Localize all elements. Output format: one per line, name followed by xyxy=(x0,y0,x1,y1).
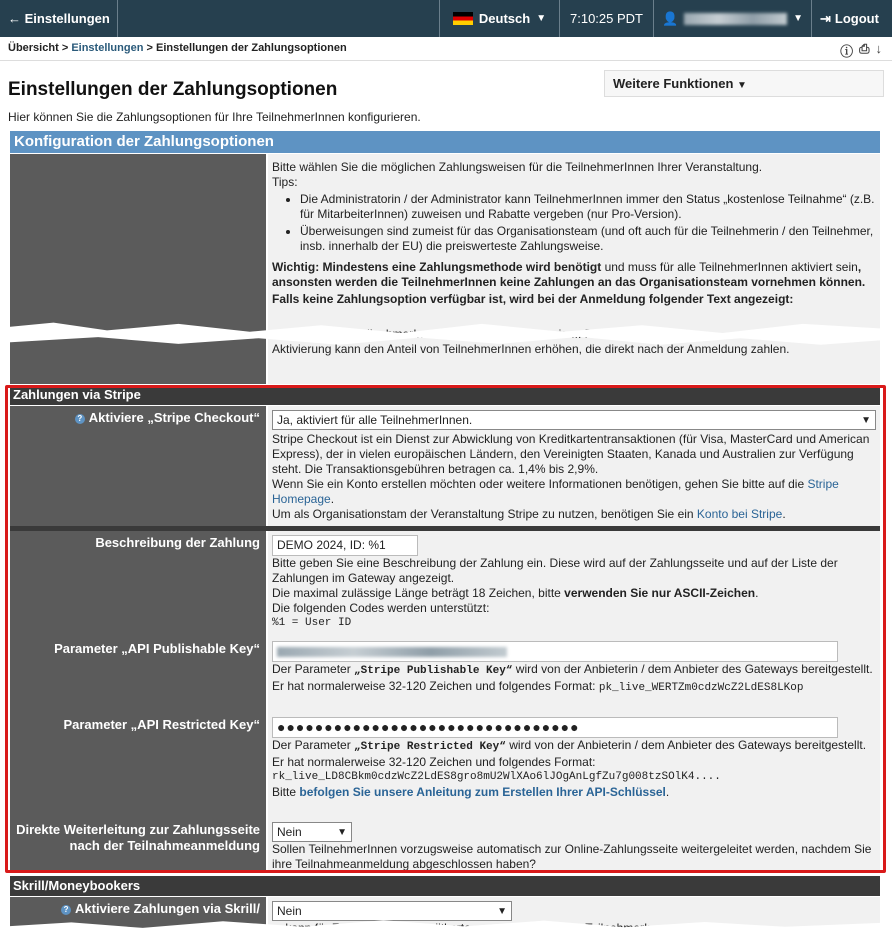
chevron-down-icon: ▼ xyxy=(793,13,803,24)
breadcrumb-separator: > xyxy=(61,42,69,54)
more-functions-label: Weitere Funktionen xyxy=(613,76,734,91)
help-icon[interactable]: ? xyxy=(75,414,85,424)
help-icon[interactable]: ? xyxy=(61,905,71,915)
redirect-help: Sollen TeilnehmerInnen vorzugsweise automatisch zur Online-Zahlungsseite weitergeleitet werden, nachdem Sie ihre Teilnahmeanmeldung abgeschlossen haben? xyxy=(272,842,872,871)
language-selector[interactable] xyxy=(440,0,560,37)
restricted-key-help-1 xyxy=(272,738,876,755)
restricted-key-help-3: Bitte befolgen Sie unsere Anleitung zum Erstellen Ihrer API-Schlüssel. xyxy=(272,785,670,799)
chevron-down-icon: ▼ xyxy=(861,414,871,426)
german-flag-icon xyxy=(453,12,473,25)
redirect-label: Direkte Weiterleitung zur Zahlungsseite nach der Teilnahmeanmeldung xyxy=(10,818,268,872)
important-bold2: , ansonsten werden die TeilnehmerInnen keine Zahlungen an das Organisationsteam vornehmen können. xyxy=(272,260,866,289)
chevron-down-icon: ▼ xyxy=(497,905,507,917)
payment-description-help-3: Die folgenden Codes werden unterstützt: xyxy=(272,601,490,615)
back-label: Einstellungen xyxy=(24,11,110,26)
important-note xyxy=(272,260,876,290)
skrill-activate-select[interactable] xyxy=(272,901,512,921)
logout-icon: ⇥ xyxy=(820,10,831,26)
config-header: Konfiguration der Zahlungsoptionen xyxy=(10,131,880,153)
breadcrumb-settings[interactable]: Einstellungen xyxy=(71,42,144,54)
tips-list xyxy=(300,192,876,254)
logout-label: Logout xyxy=(834,11,879,26)
pub-help-text: Der Parameter xyxy=(272,662,355,676)
print-icon[interactable]: ⎙ xyxy=(859,41,870,56)
breadcrumb-current: Einstellungen der Zahlungsoptionen xyxy=(156,42,347,54)
stripe-homepage-link[interactable]: Stripe Homepage xyxy=(272,477,839,506)
publishable-key-help-2 xyxy=(272,679,876,696)
download-icon[interactable]: ↓ xyxy=(875,41,882,56)
stripe-desc-1: Stripe Checkout ist ein Dienst zur Abwicklung von Kreditkartentransaktionen (für Visa, MasterCard und American Express), der in vielen europäischen Ländern, den Vereinigten Staaten, Kanada und Australien zur Verfügung steht. Die Transaktionsgebühren betragen ca. 1,4% bis 2,9%. xyxy=(272,432,870,476)
stripe-desc-2-text: Wenn Sie ein Konto erstellen möchten oder weitere Informationen benötigen, gehen Sie bitte auf die xyxy=(272,477,805,491)
restricted-key-help-2: Er hat normalerweise 32-120 Zeichen und folgendes Format: xyxy=(272,755,596,769)
publishable-key-label: Parameter „API Publishable Key“ xyxy=(10,637,268,713)
payment-description-input[interactable]: DEMO 2024, ID: %1 xyxy=(272,535,418,556)
breadcrumb-tools xyxy=(840,41,882,60)
api-key-guide-link[interactable]: befolgen Sie unsere Anleitung zum Erstellen Ihrer API-Schlüssel xyxy=(299,785,666,799)
chevron-down-icon: ▼ xyxy=(737,80,747,91)
stripe-desc-3: Um als Organisationstam der Veranstaltung Stripe zu nutzen, benötigen Sie ein Konto bei Stripe. xyxy=(272,507,786,521)
user-name-redacted xyxy=(684,13,787,25)
res-help-bold: „Stripe Restricted Key“ xyxy=(354,741,506,753)
arrow-left-icon: ← xyxy=(8,11,25,26)
stripe-desc-3-text: Um als Organisationstam der Veranstaltung Stripe zu nutzen, benötigen Sie ein xyxy=(272,507,694,521)
cut-line: Falls keine Zahlungsoption verfügbar ist, wird bei der Anmeldung folgender Text angezeigt: xyxy=(272,292,794,306)
config-info-text xyxy=(268,154,880,384)
publishable-key-help-1 xyxy=(272,662,876,679)
breadcrumb-overview[interactable]: Übersicht xyxy=(8,42,59,54)
important-bold: Wichtig: Mindestens eine Zahlungsmethode wird benötigt xyxy=(272,260,602,274)
config-text: Bitte wählen Sie die möglichen Zahlungsweisen für die TeilnehmerInnen Ihrer Veranstaltung. xyxy=(272,160,763,174)
top-navigation-bar xyxy=(0,0,892,37)
redirect-cell xyxy=(268,818,880,872)
help-2-bold: verwenden Sie nur ASCII-Zeichen xyxy=(564,586,756,600)
clock: 7:10:25 PDT xyxy=(560,0,654,37)
config-after-2: Aktivierung kann den Anteil von TeilnehmerInnen erhöhen, die direkt nach der Anmeldung zahlen. xyxy=(272,342,790,356)
stripe-account-link[interactable]: Konto bei Stripe xyxy=(696,507,783,521)
stripe-desc-2: Wenn Sie ein Konto erstellen möchten oder weitere Informationen benötigen, gehen Sie bitte auf die Stripe Homepage. xyxy=(272,477,839,506)
page-intro: Hier können Sie die Zahlungsoptionen für Ihre TeilnehmerInnen konfigurieren. xyxy=(8,110,421,124)
publishable-key-row xyxy=(10,637,880,713)
breadcrumb-separator: > xyxy=(146,42,153,54)
pub-format-code: pk_live_WERTZm0cdzWcZ2LdES8LKop xyxy=(598,682,804,694)
payment-description-cell xyxy=(268,531,880,637)
payment-description-code: %1 = User ID xyxy=(272,617,352,629)
restricted-key-input[interactable]: ●●●●●●●●●●●●●●●●●●●●●●●●●●●●●●●● xyxy=(272,717,838,738)
back-button[interactable] xyxy=(0,0,118,37)
redirect-row xyxy=(10,818,880,872)
stripe-activate-text: Aktiviere „Stripe Checkout“ xyxy=(88,410,260,425)
restricted-key-format: rk_live_LD8CBkm0cdzWcZ2LdES8gro8mU2WlXAo6lJOgAnLgfZu7g008tzSOlK4.... xyxy=(272,771,721,783)
stripe-activate-label xyxy=(10,406,268,526)
pub-help-bold: „Stripe Publishable Key“ xyxy=(354,665,513,677)
stripe-activate-cell xyxy=(268,406,880,526)
skrill-section-header: Skrill/Moneybookers xyxy=(10,876,880,896)
skrill-activate-value: Nein xyxy=(277,903,302,918)
stripe-activate-select[interactable] xyxy=(272,410,876,430)
redirect-select[interactable] xyxy=(272,822,352,842)
help-icon[interactable]: ⓘ xyxy=(840,44,854,59)
payment-description-row xyxy=(10,531,880,637)
chevron-down-icon: ▼ xyxy=(337,826,347,838)
config-info-label xyxy=(10,154,268,384)
chevron-down-icon: ▼ xyxy=(536,13,547,24)
payment-description-help-2: Die maximal zulässige Länge beträgt 18 Zeichen, bitte verwenden Sie nur ASCII-Zeichen. xyxy=(272,586,759,600)
tip-item: • Überweisungen sind zumeist für das Organisationsteam (und oft auch für die Teilnehmerin / den Teilnehmer, insb. innerhalb der EU) die preiswerteste Zahlungsweise. xyxy=(300,224,876,254)
res-help-text: Der Parameter xyxy=(272,738,355,752)
page-title: Einstellungen der Zahlungsoptionen xyxy=(8,79,338,100)
tips-label: Tips: xyxy=(272,175,298,189)
logout-button[interactable] xyxy=(812,0,892,37)
res-help-3-text: Bitte xyxy=(272,785,300,799)
language-label: Deutsch xyxy=(478,11,531,26)
payment-description-help-1: Bitte geben Sie eine Beschreibung der Zahlung ein. Diese wird auf der Zahlungsseite und auf der Liste der Zahlungen im Gateway angezeigt. xyxy=(272,556,838,585)
restricted-key-cell xyxy=(268,713,880,818)
skrill-activate-text: Aktiviere Zahlungen via Skrill/ xyxy=(75,901,260,916)
help-2-text: Die maximal zulässige Länge beträgt 18 Zeichen, bitte xyxy=(272,586,565,600)
publishable-key-input[interactable] xyxy=(272,641,838,662)
pub-help-rest: wird von der Anbieterin / dem Anbieter des Gateways bereitgestellt. xyxy=(512,662,873,676)
stripe-section-header: Zahlungen via Stripe xyxy=(10,385,880,405)
stripe-activate-row xyxy=(10,406,880,526)
config-info-row xyxy=(10,154,880,384)
user-menu[interactable] xyxy=(654,0,812,37)
important-rest: und muss für alle TeilnehmerInnen aktiviert sein xyxy=(601,260,858,274)
topbar-spacer xyxy=(118,0,440,37)
pub-help-2-text: Er hat normalerweise 32-120 Zeichen und folgendes Format: xyxy=(272,679,599,693)
tip-item: • Die Administratorin / der Administrator kann TeilnehmerInnen immer den Status „kostenlose Teilnahme“ (z.B. für MitarbeiterInnen) zuweisen und Rabatte vergeben (nur Pro-Version). xyxy=(300,192,876,222)
publishable-key-redacted xyxy=(277,647,507,657)
restricted-key-row xyxy=(10,713,880,818)
payment-description-label: Beschreibung der Zahlung xyxy=(10,531,268,637)
breadcrumb xyxy=(0,37,892,61)
stripe-activate-value: Ja, aktiviert für alle TeilnehmerInnen. xyxy=(277,412,473,427)
more-functions-dropdown[interactable] xyxy=(604,70,884,97)
restricted-key-label: Parameter „API Restricted Key“ xyxy=(10,713,268,818)
res-help-rest: wird von der Anbieterin / dem Anbieter des Gateways bereitgestellt. xyxy=(505,738,867,752)
redirect-value: Nein xyxy=(277,824,302,839)
publishable-key-cell xyxy=(268,637,880,713)
user-icon: 👤 xyxy=(662,10,679,26)
